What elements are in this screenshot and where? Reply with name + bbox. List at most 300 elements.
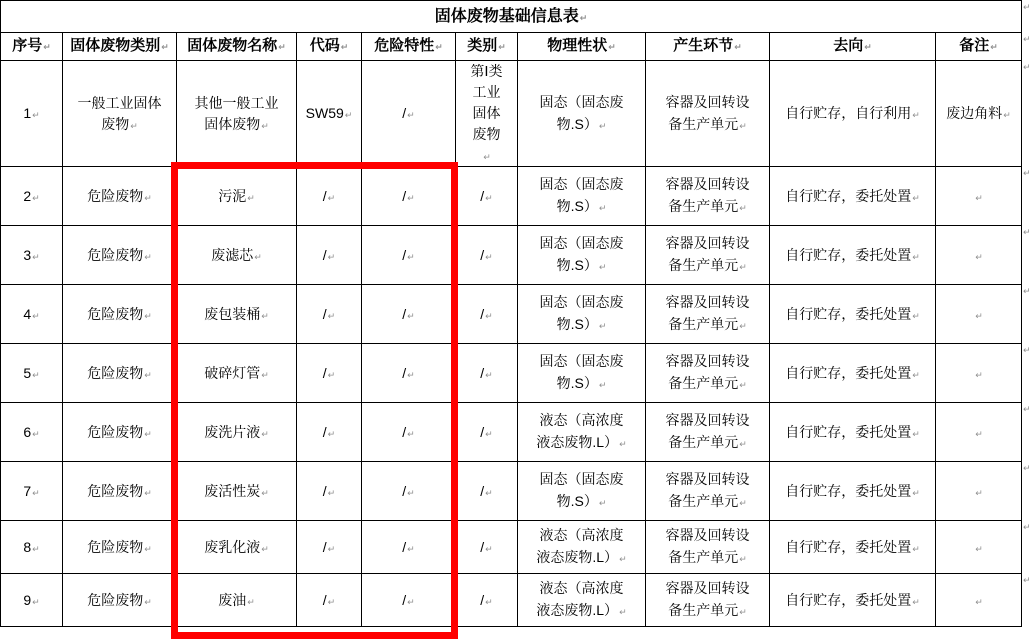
paragraph-mark: ↵: [912, 544, 920, 555]
paragraph-mark: ↵: [407, 193, 415, 204]
table-cell-text: 容器及回转设备生产单元: [665, 294, 750, 332]
paragraph-mark: ↵: [485, 488, 493, 499]
paragraph-mark: ↵: [32, 597, 40, 608]
table-cell: [456, 574, 518, 627]
paragraph-mark: ↵: [327, 311, 336, 322]
table-cell-text: /: [480, 246, 485, 263]
column-header-label: 产生环节: [673, 37, 734, 55]
column-header: [63, 33, 177, 61]
table-cell: [518, 61, 646, 167]
table-cell-text: 自行贮存，委托处置: [785, 246, 912, 263]
paragraph-mark: ↵: [327, 597, 336, 608]
table-cell-text: 7: [23, 482, 32, 499]
table-cell: [1, 167, 63, 226]
column-header-label: 危险特性: [374, 37, 435, 55]
table-cell-text: /: [402, 482, 407, 499]
table-cell: [177, 61, 297, 167]
table-cell-text: 2: [23, 187, 32, 204]
table-cell: [63, 285, 177, 344]
table-cell-text: 危险废物: [87, 187, 144, 204]
paragraph-mark: ↵: [739, 608, 747, 618]
paragraph-mark: ↵: [261, 121, 269, 132]
table-cell: [456, 285, 518, 344]
paragraph-mark: ↵: [485, 311, 493, 322]
table-cell: [936, 167, 1022, 226]
table-cell: [297, 462, 362, 521]
table-cell-text: 废乳化液: [204, 538, 261, 555]
table-cell-text: 其他一般工业固体废物: [194, 94, 279, 132]
table-cell: [1, 574, 63, 627]
paragraph-mark: ↵: [144, 193, 152, 204]
paragraph-mark: ↵: [598, 322, 607, 332]
paragraph-mark: ↵: [485, 544, 493, 555]
page-title: 固体废物基础信息表: [434, 7, 579, 25]
table-cell: [770, 167, 936, 226]
table-cell: [362, 167, 456, 226]
table-title-cell: [1, 1, 1022, 33]
table-cell-text: 一般工业固体废物: [77, 94, 162, 132]
paragraph-mark: ↵: [485, 252, 493, 263]
table-cell-text: 容器及回转设备生产单元: [665, 412, 750, 450]
table-cell: [936, 285, 1022, 344]
column-header-label: 代码: [309, 37, 340, 55]
row-end-mark: ↵: [1023, 169, 1031, 179]
paragraph-mark: ↵: [975, 193, 983, 204]
column-header: [646, 33, 770, 61]
table-cell-text: 废滤芯: [211, 246, 254, 263]
table-cell-text: 6: [23, 423, 32, 440]
table-cell: [362, 344, 456, 403]
column-header-label: 备注: [959, 37, 990, 55]
table-row: [1, 344, 1022, 403]
column-header: [1, 33, 63, 61]
table-cell-text: /: [322, 246, 327, 263]
paragraph-mark: ↵: [261, 429, 269, 440]
paragraph-mark: ↵: [739, 322, 747, 332]
table-cell-text: 危险废物: [87, 423, 144, 440]
column-header-label: 固体废物名称: [187, 37, 278, 55]
column-header-label: 物理性状: [547, 37, 608, 55]
table-cell-text: /: [480, 591, 485, 608]
table-cell: [646, 226, 770, 285]
paragraph-mark: ↵: [912, 111, 920, 121]
paragraph-mark: ↵: [912, 429, 920, 440]
paragraph-mark: ↵: [130, 121, 138, 132]
paragraph-mark: ↵: [32, 429, 40, 440]
table-cell: [63, 462, 177, 521]
paragraph-mark: ↵: [407, 111, 415, 121]
table-header-row: [1, 33, 1022, 61]
table-cell: [1, 226, 63, 285]
paragraph-mark: ↵: [327, 429, 336, 440]
table-cell: [936, 403, 1022, 462]
table-cell: [362, 521, 456, 574]
table-cell: [518, 344, 646, 403]
column-header-label: 去向: [833, 37, 864, 55]
table-cell: [362, 226, 456, 285]
table-cell-text: 容器及回转设备生产单元: [665, 471, 750, 509]
table-cell-text: 9: [23, 591, 32, 608]
table-cell-text: 废油: [218, 591, 247, 608]
table-cell: [177, 226, 297, 285]
paragraph-mark: ↵: [975, 370, 983, 381]
row-end-mark: ↵: [1023, 464, 1031, 474]
paragraph-mark: ↵: [598, 121, 607, 132]
table-cell: [63, 226, 177, 285]
table-cell-text: 破碎灯管: [204, 364, 261, 381]
table-cell-text: 液态（高浓度液态废物.L）: [536, 580, 624, 618]
table-cell: [518, 226, 646, 285]
row-end-mark: ↵: [1023, 405, 1031, 415]
row-end-mark: ↵: [1023, 523, 1031, 533]
table-cell: [936, 226, 1022, 285]
table-cell: [770, 61, 936, 167]
table-cell-text: 危险废物: [87, 482, 144, 499]
row-end-mark: ↵: [1023, 576, 1031, 586]
table-title-row: [1, 1, 1022, 33]
paragraph-mark: ↵: [278, 43, 286, 54]
table-cell: [297, 167, 362, 226]
row-end-mark: ↵: [1023, 287, 1031, 297]
table-cell: [177, 403, 297, 462]
paragraph-mark: ↵: [975, 544, 983, 555]
table-cell-text: 自行贮存，委托处置: [785, 482, 912, 499]
table-cell-text: 3: [23, 246, 32, 263]
table-cell-text: SW59: [305, 105, 344, 121]
table-cell-text: /: [402, 591, 407, 608]
table-cell: [297, 226, 362, 285]
table-cell-text: 1: [23, 105, 32, 121]
table-cell: [456, 521, 518, 574]
table-cell: [362, 285, 456, 344]
paragraph-mark: ↵: [327, 193, 336, 204]
paragraph-mark: ↵: [407, 370, 415, 381]
column-header: [297, 33, 362, 61]
paragraph-mark: ↵: [912, 488, 920, 499]
table-cell: [646, 61, 770, 167]
column-header: [362, 33, 456, 61]
table-cell: [770, 403, 936, 462]
table-cell-text: 废包装桶: [204, 305, 261, 322]
paragraph-mark: ↵: [619, 440, 627, 450]
paragraph-mark: ↵: [327, 252, 336, 263]
table-cell-text: 废洗片液: [204, 423, 261, 440]
paragraph-mark: ↵: [975, 488, 983, 499]
table-cell-text: 固态（固态废物.S）: [539, 294, 624, 332]
paragraph-mark: ↵: [990, 43, 998, 54]
column-header: [518, 33, 646, 61]
table-cell: [177, 285, 297, 344]
table-cell: [63, 344, 177, 403]
table-row: [1, 403, 1022, 462]
table-cell-text: 危险废物: [87, 538, 144, 555]
table-cell-text: 固态（固态废物.S）: [539, 93, 624, 132]
paragraph-mark: ↵: [32, 111, 40, 121]
table-cell-text: /: [322, 187, 327, 204]
paragraph-mark: ↵: [344, 111, 353, 121]
table-cell: [297, 403, 362, 462]
paragraph-mark: ↵: [912, 252, 920, 263]
paragraph-mark: ↵: [144, 429, 152, 440]
table-cell: [362, 574, 456, 627]
table-cell: [936, 574, 1022, 627]
paragraph-mark: ↵: [598, 263, 607, 273]
table-cell: [456, 462, 518, 521]
table-cell: [1, 521, 63, 574]
table-cell-text: /: [480, 538, 485, 555]
paragraph-mark: ↵: [912, 311, 920, 322]
table-cell-text: 容器及回转设备生产单元: [665, 353, 750, 391]
table-cell: [297, 521, 362, 574]
table-cell-text: /: [480, 364, 485, 381]
table-cell: [770, 226, 936, 285]
table-cell: [63, 521, 177, 574]
paragraph-mark: ↵: [340, 43, 349, 54]
paragraph-mark: ↵: [327, 370, 336, 381]
table-cell-text: /: [402, 246, 407, 263]
paragraph-mark: ↵: [739, 263, 747, 273]
paragraph-mark: ↵: [739, 555, 747, 565]
table-cell-text: /: [480, 482, 485, 499]
table-cell-text: 8: [23, 538, 32, 555]
paragraph-mark: ↵: [598, 381, 607, 391]
table-cell: [297, 285, 362, 344]
table-cell: [518, 167, 646, 226]
table-cell: [646, 285, 770, 344]
table-cell-text: /: [322, 538, 327, 555]
table-cell: [646, 574, 770, 627]
table-cell: [770, 285, 936, 344]
table-cell: [177, 344, 297, 403]
column-header-label: 序号: [12, 37, 43, 55]
table-cell-text: 危险废物: [87, 246, 144, 263]
paragraph-mark: ↵: [32, 544, 40, 555]
paragraph-mark: ↵: [485, 597, 493, 608]
table-row: [1, 167, 1022, 226]
row-end-mark: ↵: [1023, 3, 1031, 13]
table-cell-text: 容器及回转设备生产单元: [665, 527, 750, 565]
paragraph-mark: ↵: [261, 311, 269, 322]
paragraph-mark: ↵: [739, 121, 747, 132]
table-cell: [936, 61, 1022, 167]
table-cell: [1, 462, 63, 521]
table-cell: [1, 403, 63, 462]
table-cell: [63, 167, 177, 226]
paragraph-mark: ↵: [144, 488, 152, 499]
table-cell: [646, 344, 770, 403]
table-cell-text: 危险废物: [87, 305, 144, 322]
table-row: [1, 226, 1022, 285]
row-end-mark: ↵: [1023, 63, 1031, 73]
paragraph-mark: ↵: [32, 311, 40, 322]
paragraph-mark: ↵: [407, 429, 415, 440]
paragraph-mark: ↵: [739, 204, 747, 214]
table-cell-text: 自行贮存，委托处置: [785, 305, 912, 322]
table-cell-text: 容器及回转设备生产单元: [665, 235, 750, 273]
table-cell: [456, 61, 518, 167]
table-cell-text: /: [402, 364, 407, 381]
paragraph-mark: ↵: [407, 597, 415, 608]
table-cell-text: 自行贮存，委托处置: [785, 364, 912, 381]
table-row: [1, 574, 1022, 627]
paragraph-mark: ↵: [485, 193, 493, 204]
paragraph-mark: ↵: [327, 544, 336, 555]
paragraph-mark: ↵: [975, 597, 983, 608]
table-cell: [936, 344, 1022, 403]
paragraph-mark: ↵: [261, 488, 269, 499]
paragraph-mark: ↵: [498, 43, 506, 54]
table-cell: [362, 61, 456, 167]
table-cell-text: /: [322, 591, 327, 608]
paragraph-mark: ↵: [144, 544, 152, 555]
table-cell-text: 第Ⅰ类工业固体废物: [470, 63, 503, 142]
row-end-mark: ↵: [1023, 228, 1031, 238]
paragraph-mark: ↵: [261, 544, 269, 555]
table-cell-text: 污泥: [218, 187, 247, 204]
table-cell-text: 容器及回转设备生产单元: [665, 93, 750, 132]
table-cell: [297, 344, 362, 403]
paragraph-mark: ↵: [407, 544, 415, 555]
table-cell-text: /: [402, 305, 407, 322]
table-cell-text: /: [322, 364, 327, 381]
table-cell-text: 固态（固态废物.S）: [539, 353, 624, 391]
table-cell: [456, 167, 518, 226]
table-cell: [936, 462, 1022, 521]
paragraph-mark: ↵: [912, 370, 920, 381]
table-cell: [63, 403, 177, 462]
table-row: [1, 61, 1022, 167]
paragraph-mark: ↵: [407, 311, 415, 322]
table-cell-text: 固态（固态废物.S）: [539, 471, 624, 509]
paragraph-mark: ↵: [261, 370, 269, 381]
paragraph-mark: ↵: [327, 488, 336, 499]
paragraph-mark: ↵: [912, 597, 920, 608]
table-cell-text: /: [322, 305, 327, 322]
table-cell-text: 4: [23, 305, 32, 322]
column-header: [936, 33, 1022, 61]
table-cell: [177, 462, 297, 521]
table-cell: [63, 574, 177, 627]
table-cell: [1, 285, 63, 344]
table-cell: [646, 462, 770, 521]
paragraph-mark: ↵: [579, 13, 588, 24]
paragraph-mark: ↵: [247, 193, 255, 204]
table-cell-text: 液态（高浓度液态废物.L）: [536, 412, 624, 450]
table-cell-text: 自行贮存，委托处置: [785, 423, 912, 440]
table-cell: [518, 521, 646, 574]
table-cell: [362, 403, 456, 462]
table-cell: [518, 403, 646, 462]
table-cell-text: 废活性炭: [204, 482, 261, 499]
table-cell-text: 固态（固态废物.S）: [539, 176, 624, 214]
paragraph-mark: ↵: [739, 499, 747, 509]
paragraph-mark: ↵: [32, 370, 40, 381]
table-cell: [646, 167, 770, 226]
table-cell-text: 容器及回转设备生产单元: [665, 580, 750, 618]
table-cell: [518, 462, 646, 521]
table-cell-text: /: [402, 187, 407, 204]
table-cell-text: /: [480, 423, 485, 440]
paragraph-mark: ↵: [32, 252, 40, 263]
column-header: [770, 33, 936, 61]
table-cell: [770, 344, 936, 403]
paragraph-mark: ↵: [161, 43, 169, 54]
paragraph-mark: ↵: [485, 429, 493, 440]
table-cell: [456, 344, 518, 403]
table-cell: [646, 403, 770, 462]
column-header-label: 类别: [467, 37, 498, 55]
table-cell: [1, 61, 63, 167]
paragraph-mark: ↵: [407, 252, 415, 263]
table-row: [1, 462, 1022, 521]
table-cell: [518, 574, 646, 627]
table-cell-text: 危险废物: [87, 364, 144, 381]
table-cell: [936, 521, 1022, 574]
table-cell-text: 危险废物: [87, 591, 144, 608]
table-row: [1, 521, 1022, 574]
row-end-mark: ↵: [1023, 346, 1031, 356]
table-cell: [1, 344, 63, 403]
table-cell-text: /: [322, 423, 327, 440]
table-cell: [456, 226, 518, 285]
paragraph-mark: ↵: [254, 252, 262, 263]
paragraph-mark: ↵: [598, 499, 607, 509]
table-cell: [362, 462, 456, 521]
paragraph-mark: ↵: [864, 43, 872, 54]
paragraph-mark: ↵: [739, 381, 747, 391]
table-cell: [297, 61, 362, 167]
table-cell: [770, 521, 936, 574]
paragraph-mark: ↵: [32, 488, 40, 499]
paragraph-mark: ↵: [912, 193, 920, 204]
paragraph-mark: ↵: [975, 429, 983, 440]
table-cell: [63, 61, 177, 167]
table-cell-text: 5: [23, 364, 32, 381]
table-cell: [177, 574, 297, 627]
paragraph-mark: ↵: [734, 43, 742, 54]
table-cell: [518, 285, 646, 344]
paragraph-mark: ↵: [144, 252, 152, 263]
table-row: [1, 285, 1022, 344]
paragraph-mark: ↵: [435, 43, 443, 54]
table-cell-text: 自行贮存，自行利用: [785, 105, 912, 121]
paragraph-mark: ↵: [144, 370, 152, 381]
column-header: [456, 33, 518, 61]
paragraph-mark: ↵: [407, 488, 415, 499]
paragraph-mark: ↵: [619, 555, 627, 565]
table-cell-text: 自行贮存，委托处置: [785, 187, 912, 204]
paragraph-mark: ↵: [619, 608, 627, 618]
paragraph-mark: ↵: [247, 597, 255, 608]
paragraph-mark: ↵: [485, 370, 493, 381]
table-cell: [177, 521, 297, 574]
paragraph-mark: ↵: [32, 193, 40, 204]
table-cell-text: 液态（高浓度液态废物.L）: [536, 527, 624, 565]
paragraph-mark: ↵: [1003, 111, 1011, 121]
table-cell-text: 废边角料: [946, 105, 1003, 121]
table-cell: [770, 574, 936, 627]
column-header-label: 固体废物类别: [70, 37, 161, 55]
table-cell-text: 自行贮存，委托处置: [785, 538, 912, 555]
table-cell-text: /: [480, 305, 485, 322]
paragraph-mark: ↵: [598, 204, 607, 214]
table-cell-text: 固态（固态废物.S）: [539, 235, 624, 273]
table-cell-text: /: [480, 187, 485, 204]
paragraph-mark: ↵: [43, 43, 51, 54]
row-end-mark: ↵: [1023, 35, 1031, 45]
paragraph-mark: ↵: [739, 440, 747, 450]
table-cell-text: /: [402, 423, 407, 440]
